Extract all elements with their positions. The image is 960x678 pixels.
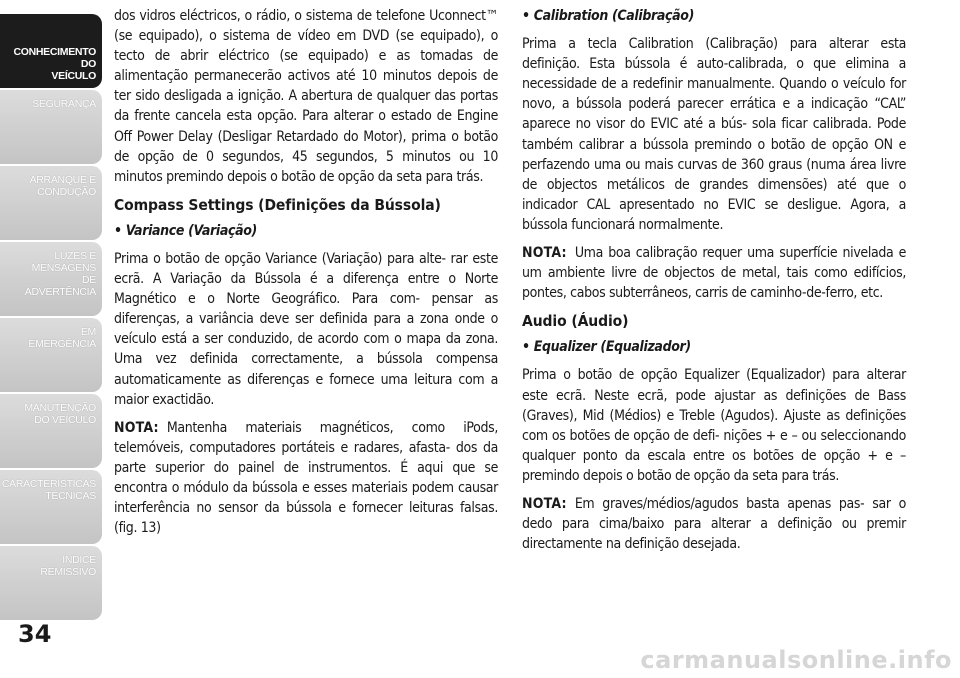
tab-manutencao-do-veiculo[interactable]: [0, 394, 102, 468]
note-text: Em graves/médios/agudos basta apenas pas- sar o dedo para cima/baixo para alterar a definição ou premir directamente na definição desejada.: [522, 495, 906, 553]
note-text: Mantenha materiais magnéticos, como iPods, telemóveis, computadores portáteis e radares, afasta- dos da parte superior do painel de instrumentos. É aqui que se encontra o módulo da bússola e esses materiais podem causar interferência no sensor da bússola e fornecer leituras falsas. (fig. 13): [114, 419, 498, 537]
tab-seguranca[interactable]: [0, 90, 102, 164]
left-column: [114, 6, 498, 546]
tab-label: CONHECIMENTO DO VEÍCULO: [13, 46, 96, 82]
tab-label: CARACTERÍSTICAS TÉCNICAS: [1, 478, 96, 502]
tab-arranque-e-conducao[interactable]: [0, 166, 102, 240]
chapter-sidebar: [0, 14, 102, 622]
right-column: [522, 6, 906, 562]
note-label: NOTA:: [114, 419, 159, 436]
compass-settings-heading: Compass Settings (Definições da Bússola): [114, 195, 441, 214]
note-text: Uma boa calibração requer uma superfície nivelada e um ambiente livre de objectos de metal, tais como edifícios, pontes, cabos subterrâneos, carris de caminho-de-ferro, etc.: [522, 245, 906, 302]
tab-em-emergencia[interactable]: [0, 318, 102, 392]
audio-heading: Audio (Áudio): [522, 312, 629, 331]
note-label: NOTA:: [522, 245, 567, 262]
intro-paragraph: dos vidros eléctricos, o rádio, o sistema de telefone Uconnect™ (se equipado), o sistema de vídeo em DVD (se equipado), o tecto de abrir eléctrico (se equipado) e as tomadas de alimentação permanecerão activos até 10 minutos depois de ter sido desligada a ignição. A abertura de qualquer das portas da frente cancela esta opção. Para alterar o estado de Engine Off Power Delay (Desligar Retardado do Motor), prima o botão de opção de 0 segundos, 45 segundos, 5 minutos ou 10 minutos premindo depois o botão de opção da seta para trás.: [114, 8, 498, 185]
tab-label: MANUTENÇÃO DO VEÍCULO: [24, 402, 96, 426]
watermark: carmanualsonline.info: [640, 646, 952, 674]
tab-label: ÍNDICE REMISSIVO: [40, 554, 96, 578]
tab-indice-remissivo[interactable]: [0, 546, 102, 620]
equalizer-paragraph: Prima o botão de opção Equalizer (Equalizador) para alterar este ecrã. Neste ecrã, pode ajustar as definições de Bass (Graves), Mid (Médios) e Treble (Agudos). Ajuste as definições com os botões de opção de defi- nições + e – ou seleccionando qualquer ponto da escala entre os botões de opção + e – premindo depois o botão de opção da seta para trás.: [522, 367, 906, 484]
tab-label: EM EMERGÊNCIA: [28, 326, 96, 350]
calibration-note: [522, 243, 906, 303]
calibration-paragraph: Prima a tecla Calibration (Calibração) para alterar esta definição. Esta bússola é auto-calibrada, o que elimina a necessidade de a redefinir manualmente. Quando o veículo for novo, a bússola poderá parecer errática e a indicação “CAL” aparece no visor do EVIC até a bús- sola ficar calibrada. Pode também calibrar a bússola premindo o botão de opção ON e perfazendo uma ou mais curvas de 360 graus (numa área livre de objectos metálicos de grandes dimensões) até que o indicador CAL apresentado no EVIC se desligue. Agora, a bússola funcionará normalmente.: [522, 36, 906, 233]
compass-note: [114, 418, 498, 539]
equalizer-note: [522, 494, 906, 554]
tab-conhecimento-do-veiculo[interactable]: [0, 14, 102, 88]
tab-label: LUZES E MENSAGENS DE ADVERTÊNCIA: [24, 250, 96, 298]
calibration-bullet: • Calibration (Calibração): [522, 6, 906, 26]
page-number: 34: [18, 620, 52, 648]
variance-bullet: • Variance (Variação): [114, 221, 498, 241]
tab-label: ARRANQUE E CONDUÇÃO: [29, 174, 96, 198]
variance-paragraph: Prima o botão de opção Variance (Variação) para alte- rar este ecrã. A Variação da Bússola é a diferença entre o Norte Magnético e o Norte Geográfico. Para com- pensar as diferenças, a variância deve ser definida para a zona onde o veículo está a ser conduzido, de acordo com o mapa da zona. Uma vez definida correctamente, a bússola compensa automaticamente as diferenças e fornece uma leitura com a maior exactidão.: [114, 250, 498, 408]
tab-label: SEGURANÇA: [32, 98, 96, 110]
tab-luzes-e-mensagens[interactable]: [0, 242, 102, 316]
note-label: NOTA:: [522, 495, 567, 512]
tab-caracteristicas-tecnicas[interactable]: [0, 470, 102, 544]
equalizer-bullet: • Equalizer (Equalizador): [522, 337, 906, 357]
